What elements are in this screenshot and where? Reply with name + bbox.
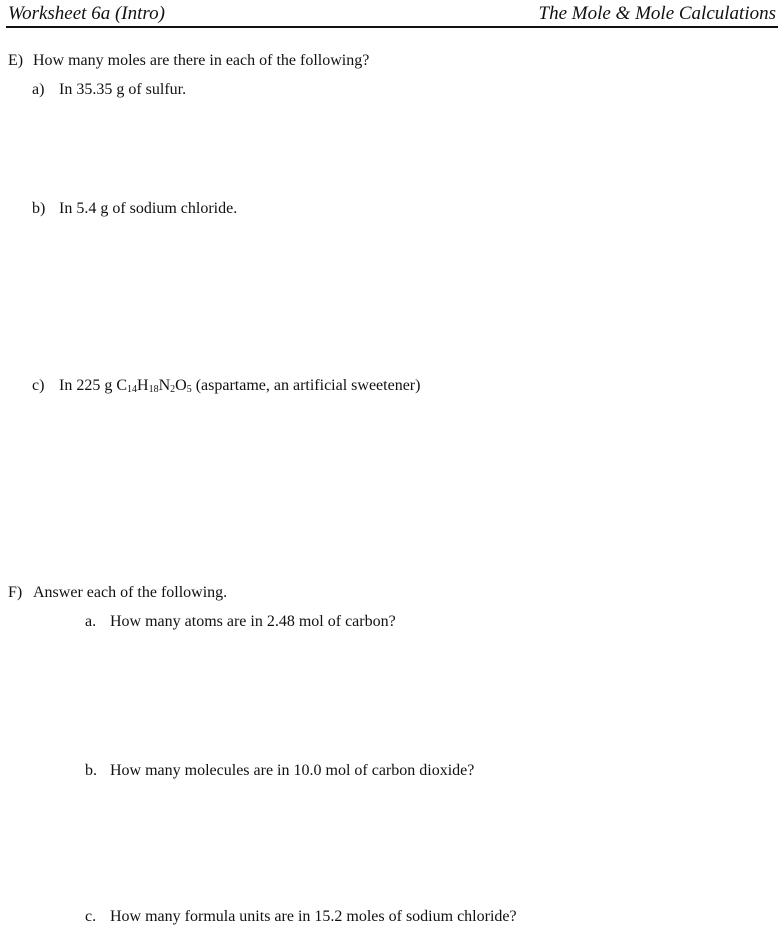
question-e-a-text: In 35.35 g of sulfur. <box>59 81 187 98</box>
formula-subscript: 14 <box>127 384 137 395</box>
formula-element: H <box>137 377 149 394</box>
question-e-b-text: In 5.4 g of sodium chloride. <box>59 200 238 217</box>
question-e-b-label: b) <box>32 200 46 217</box>
question-f-c-label: c. <box>85 908 97 925</box>
question-f-a-label: a. <box>85 613 97 630</box>
section-f-label: F) <box>8 584 23 601</box>
section-e-prompt: How many moles are there in each of the following? <box>33 52 370 69</box>
question-e-c-prefix: In 225 g <box>59 377 117 394</box>
question-f-b-label: b. <box>85 762 97 779</box>
worksheet-topic: The Mole & Mole Calculations <box>538 3 776 24</box>
section-f-prompt: Answer each of the following. <box>33 584 228 601</box>
formula-subscript: 5 <box>186 384 192 395</box>
formula-subscript: 2 <box>170 384 176 395</box>
question-e-c-label: c) <box>32 377 45 394</box>
formula-element: N <box>158 377 171 394</box>
section-e-label: E) <box>8 52 24 69</box>
question-f-b-text: How many molecules are in 10.0 mol of carbon dioxide? <box>110 762 475 779</box>
aspartame-formula <box>116 377 191 394</box>
formula-subscript: 18 <box>148 384 159 395</box>
question-f-a-text: How many atoms are in 2.48 mol of carbon? <box>110 613 396 630</box>
question-e-c-suffix: (aspartame, an artificial sweetener) <box>191 377 421 394</box>
question-e-c-text <box>59 376 420 396</box>
formula-element: C <box>116 377 127 394</box>
formula-element: O <box>175 377 187 394</box>
worksheet-title: Worksheet 6a (Intro) <box>8 3 165 24</box>
question-f-c-text: How many formula units are in 15.2 moles of sodium chloride? <box>110 908 517 925</box>
question-e-a-label: a) <box>32 81 45 98</box>
page-header <box>6 2 778 28</box>
